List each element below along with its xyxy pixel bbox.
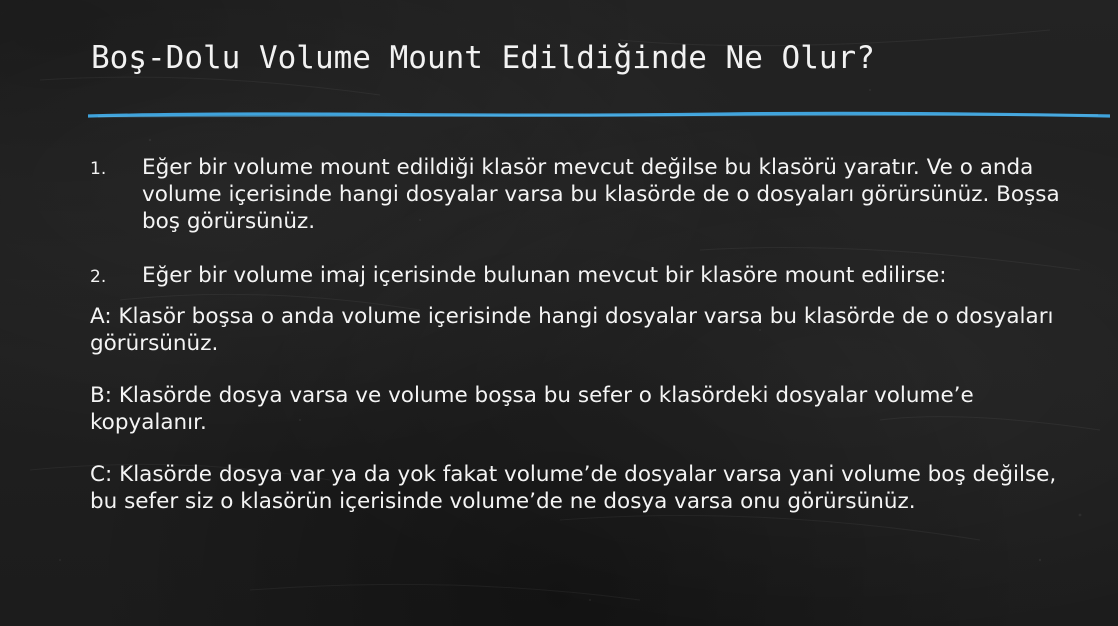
list-item-number: 2. [90,267,107,287]
paragraph-c: C: Klasörde dosya var ya da yok fakat volume’de dosyalar varsa yani volume boş değilse, bu sefer siz o klasörün içerisinde volume’de ne dosya varsa onu görürsünüz. [90,462,1057,514]
list-item-text: Eğer bir volume imaj içerisinde bulunan mevcut bir klasöre mount edilirse: [142,263,947,288]
paragraph-b: B: Klasörde dosya varsa ve volume boşsa bu sefer o klasördeki dosyalar volume’e kopyalanır. [90,383,974,435]
list-item-text: Eğer bir volume mount edildiği klasör mevcut değilse bu klasörü yaratır. Ve o anda volume içerisinde hangi dosyalar varsa bu klasörde de o dosyaları görürsünüz. Boşsa boş görürsünüz. [142,155,1060,234]
list-item [90,262,1060,289]
slide-body [90,154,1060,515]
list-item-number: 1. [90,159,107,179]
slide-title: Boş-Dolu Volume Mount Edildiğinde Ne Olur? [91,40,875,76]
list-item [90,154,1060,235]
title-underline [88,110,1110,120]
paragraph-a: A: Klasör boşsa o anda volume içerisinde hangi dosyalar varsa bu klasörde de o dosyaları görürsünüz. [90,304,1054,356]
